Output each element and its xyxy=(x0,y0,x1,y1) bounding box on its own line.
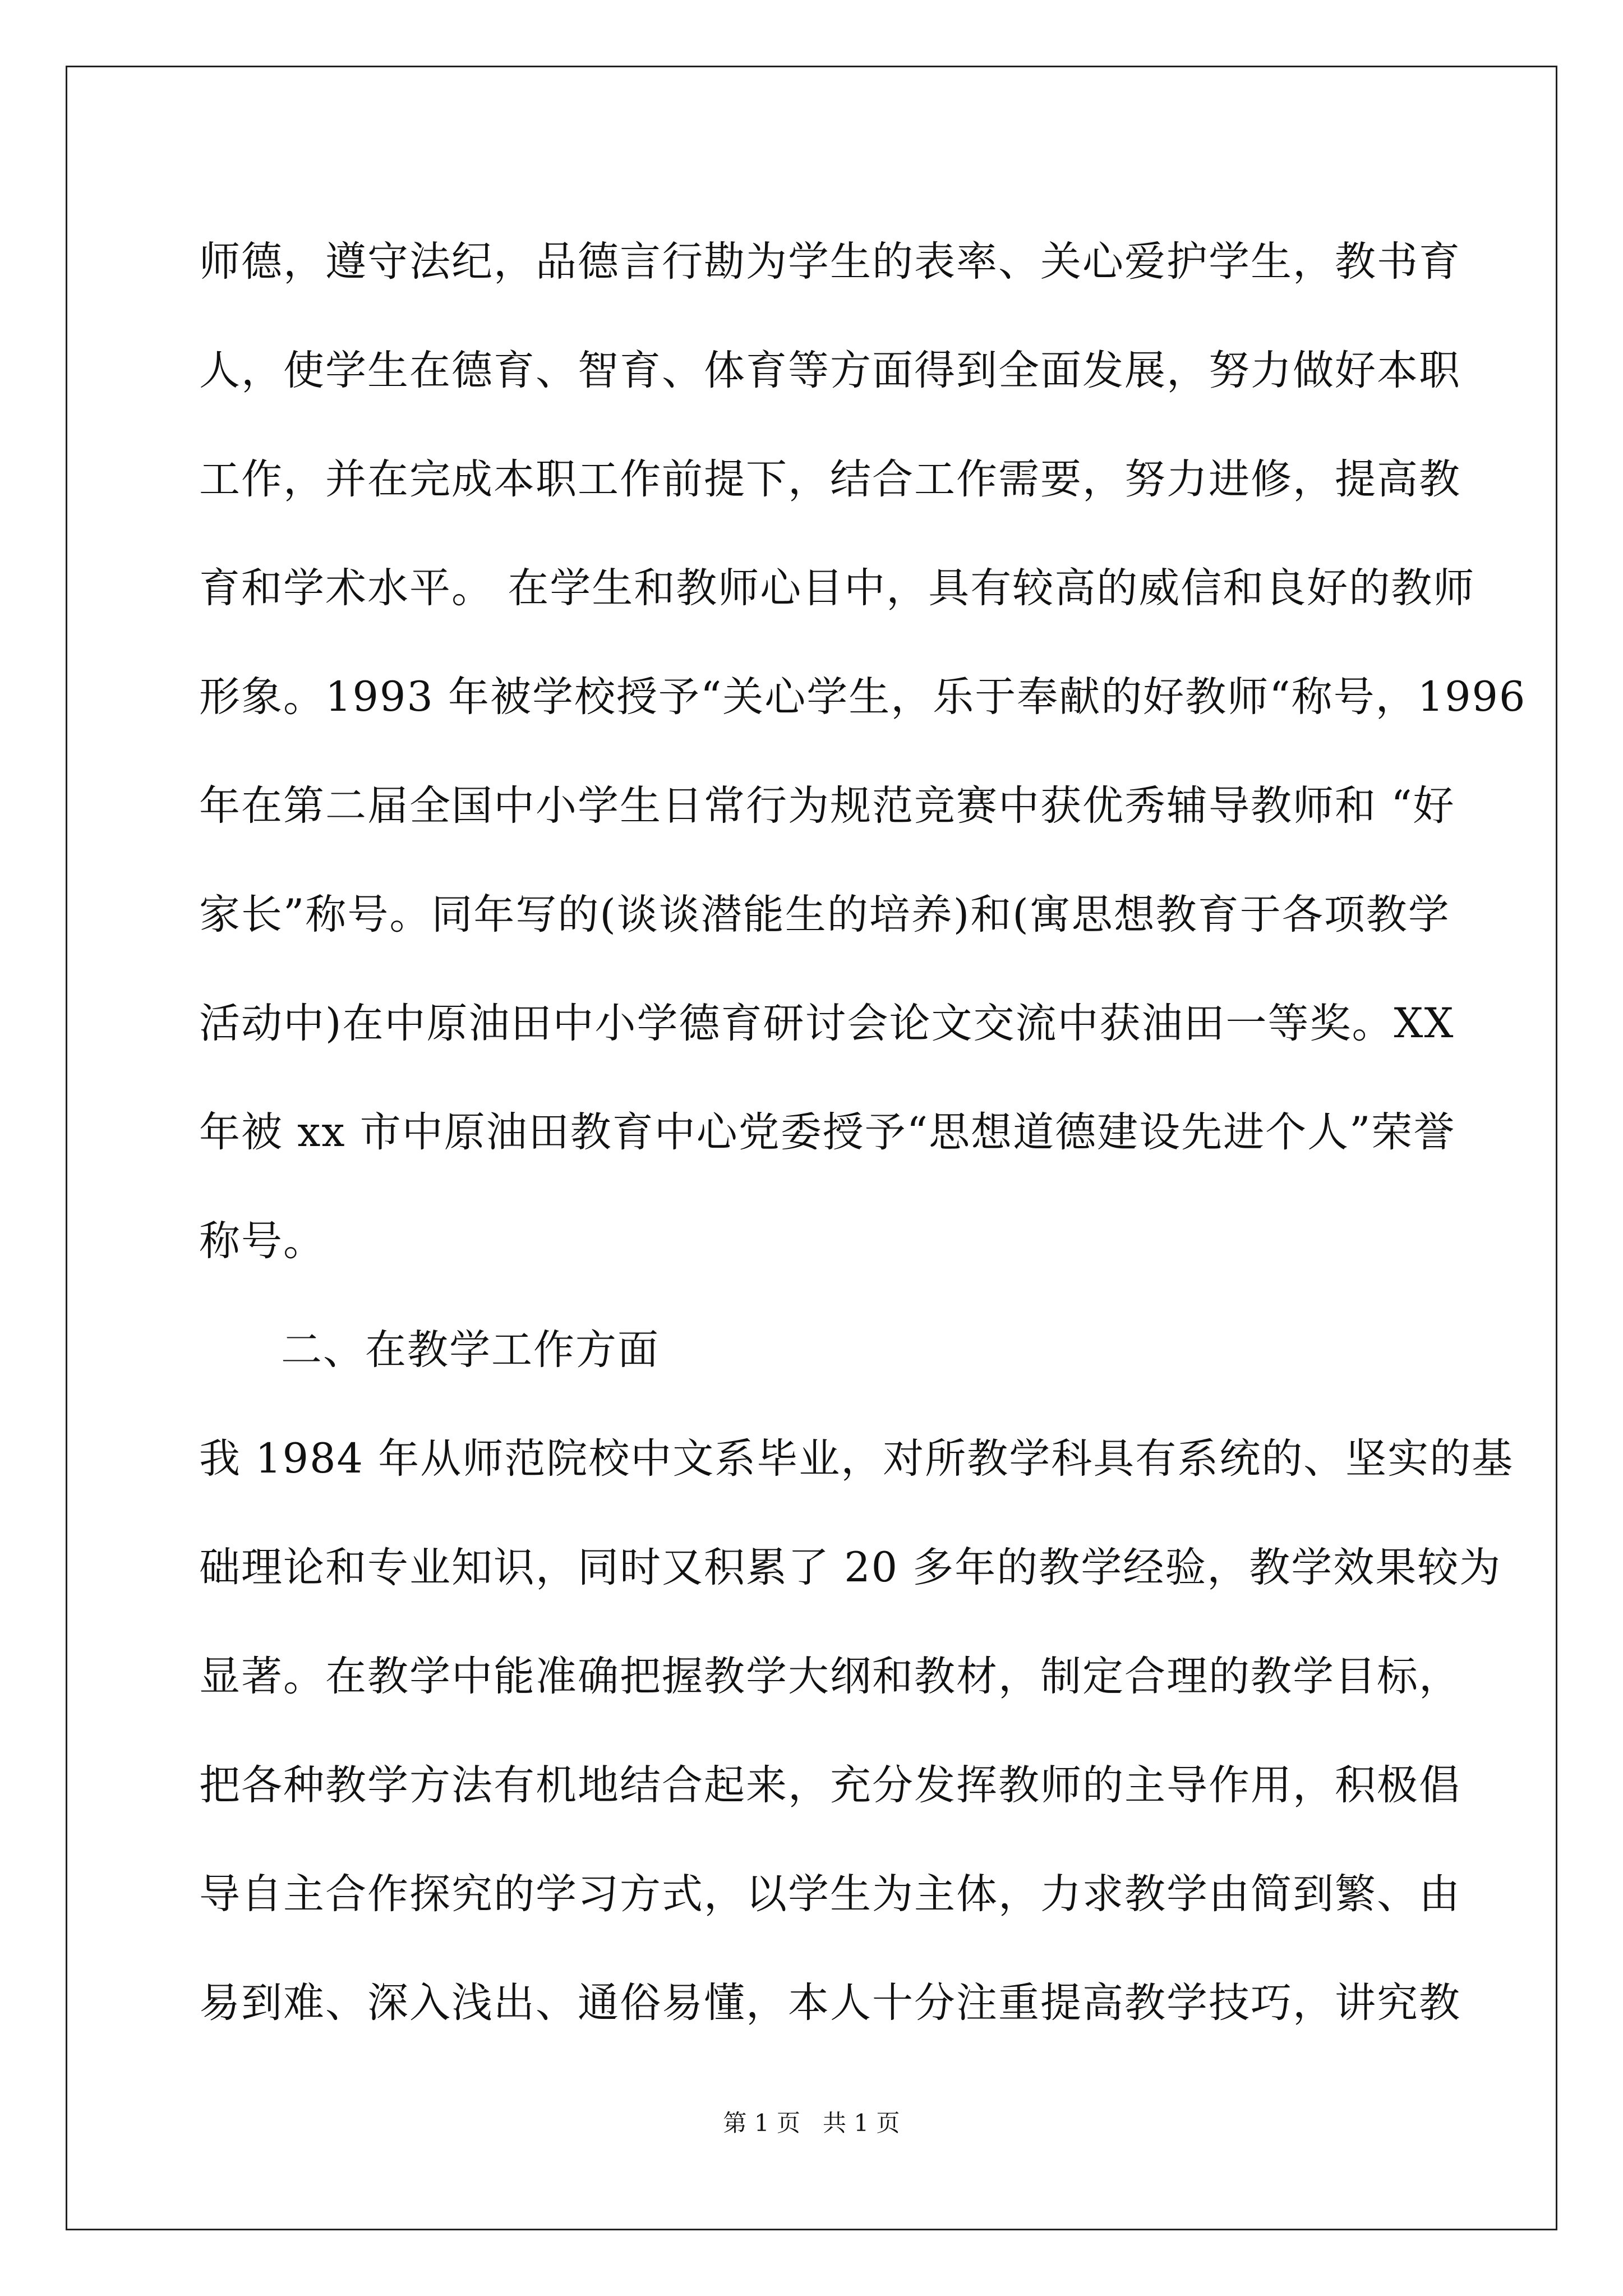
text-line: 显著。在教学中能准确把握教学大纲和教材，制定合理的教学目标， xyxy=(199,1653,1461,1700)
text-line: 导自主合作探究的学习方式，以学生为主体，力求教学由简到繁、由 xyxy=(199,1870,1461,1918)
page-number-footer: 第 1 页 共 1 页 xyxy=(723,2109,900,2137)
paragraph-personal-conduct xyxy=(199,208,1527,1296)
text-line: 年在第二届全国中小学生日常行为规范竞赛中获优秀辅导教师和 “好 xyxy=(199,782,1455,830)
text-line: 础理论和专业知识，同时又积累了 20 多年的教学经验，教学效果较为 xyxy=(199,1544,1502,1591)
paragraph-teaching-work xyxy=(199,1405,1514,2058)
text-line: 工作，并在完成本职工作前提下，结合工作需要，努力进修，提高教 xyxy=(199,455,1461,503)
text-line: 我 1984 年从师范院校中文系毕业，对所教学科具有系统的、坚实的基 xyxy=(199,1435,1514,1483)
text-line: 形象。1993 年被学校授予“关心学生，乐于奉献的好教师“称号，1996 xyxy=(199,673,1527,721)
text-line: 家长”称号。同年写的(谈谈潜能生的培养)和(寓思想教育于各项教学 xyxy=(199,891,1450,938)
text-line: 人，使学生在德育、智育、体育等方面得到全面发展，努力做好本职 xyxy=(199,347,1461,394)
text-line: 活动中)在中原油田中小学德育研讨会论文交流中获油田一等奖。XX xyxy=(199,1000,1455,1047)
text-line: 把各种教学方法有机地结合起来，充分发挥教师的主导作用，积极倡 xyxy=(199,1761,1461,1809)
text-line: 称号。 xyxy=(199,1217,325,1265)
document-body xyxy=(199,208,1527,2058)
text-line: 师德，遵守法纪，品德言行勘为学生的表率、关心爱护学生，教书育 xyxy=(199,238,1461,286)
text-line: 年被 xx 市中原油田教育中心党委授予“思想道德建设先进个人”荣誉 xyxy=(199,1108,1456,1156)
text-line: 育和学术水平。 在学生和教师心目中，具有较高的威信和良好的教师 xyxy=(199,564,1476,612)
text-line: 易到难、深入浅出、通俗易懂，本人十分注重提高教学技巧，讲究教 xyxy=(199,1979,1461,2027)
section-heading-teaching: 二、在教学工作方面 xyxy=(281,1326,660,1374)
